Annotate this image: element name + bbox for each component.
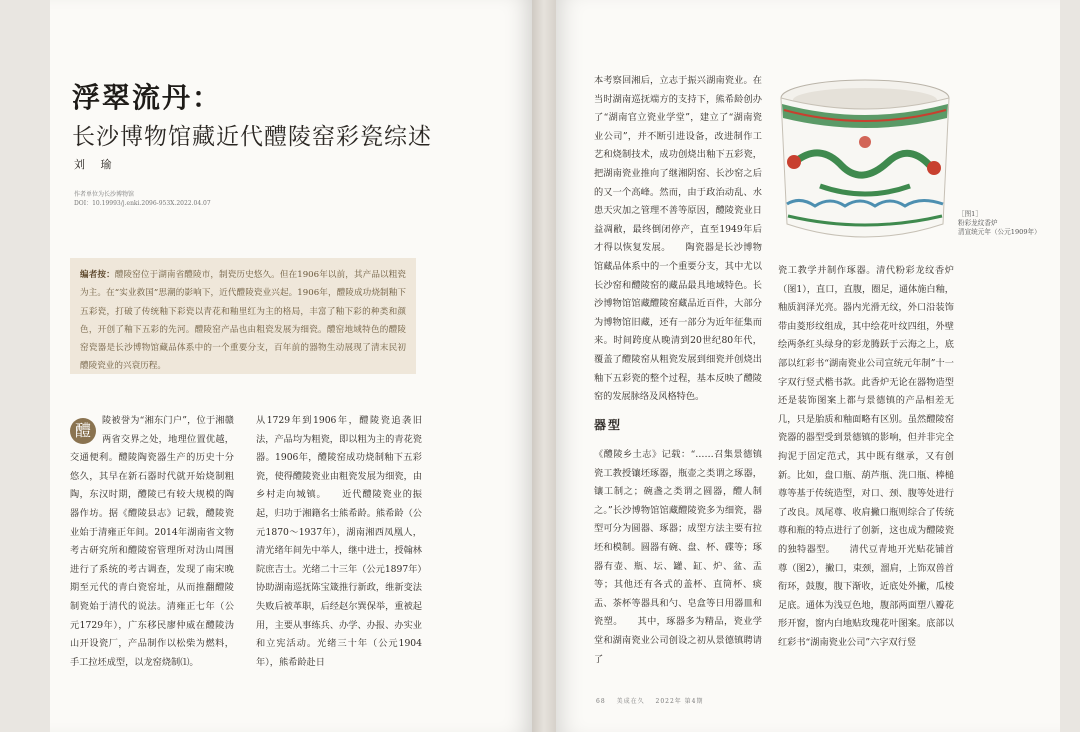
right-column-1b — [594, 446, 762, 669]
left-column-2 — [256, 412, 422, 672]
article-title: 浮翠流丹： — [72, 81, 223, 114]
page-footer — [596, 696, 712, 705]
editor-note-label: 编者按： — [80, 270, 115, 280]
affiliation — [74, 190, 211, 208]
caption-date: 清宣统元年（公元1909年） — [958, 228, 1041, 236]
author-name: 刘 瑜 — [74, 158, 118, 171]
body-paragraph: 瓷工教学并制作琢器。清代粉彩龙纹香炉（图1），直口，直腹，圈足，通体施白釉，釉质润泽光亮。器内光滑无纹，外口沿装饰带由菱形纹组成，其中绘花叶纹四组，外壁绘两条红头绿身的彩龙腾跃于云海之上，底部以红彩书“湖南瓷业公司宣统元年制”十一字双行竖式楷书款。此香炉无论在器物造型还是装饰图案上都与景德镇的产品相差无几，只是胎质和釉面略有区别。虽然醴陵窑瓷器的器型受到景德镇的影响，但并非完全拘泥于固定范式，其中既有继承，又有创新。比如，盘口瓶、葫芦瓶、洗口瓶、棒槌尊等基于传统造型，对口、颈、腹等处进行了改良。凤尾尊、收肩撇口瓶则综合了传统尊和瓶的特点进行了创新，这也成为醴陵瓷的独特器型。 清代豆青地开光贴花铺首尊（图2），撇口，束颈，溜肩，上饰双兽首衔环，鼓腹，腹下渐收，近底处外撇，瓜棱足底。通体为浅豆色地，腹部两面塑八瓣花形开窗，窗内白地贴玫瑰花叶图案。底部以红彩书“湖南瓷业公司”六字双行竖 — [778, 265, 954, 648]
right-column-1 — [594, 72, 762, 407]
right-page — [556, 0, 1060, 732]
editor-note — [70, 258, 416, 374]
article-subtitle: 长沙博物馆藏近代醴陵窑彩瓷综述 — [72, 124, 432, 150]
body-paragraph: 陵被誉为“湘东门户”，位于湘赣两省交界之处，地理位置优越，交通便利。醴陵陶瓷器生产的历史十分悠久，其早在新石器时代就开始烧制粗陶，东汉时期，醴陵已有较大规模的陶器作坊。据《醴陵县志》记载，醴陵瓷业始于清雍正年间。2014年湖南省文物考古研究所和醴陵窑管理所对沩山周围进行了系统的考古调查，发现了南宋晚期至元代的青白瓷窑址，从而推翻醴陵制瓷始于清代的说法。清雍正七年（公元1729年），广东移民廖仲威在醴陵沩山开设瓷厂，产品制作以松柴为燃料，手工拉坯成型，以龙窑烧制⑴。 — [70, 415, 234, 668]
left-column-1 — [70, 412, 234, 672]
doi-line: DOI：10.19993/j.enki.2096-953X.2022.04.07 — [74, 200, 211, 207]
caption-number: ［图1］ — [958, 210, 982, 218]
section-heading: 器型 — [594, 418, 623, 432]
book-gutter — [532, 0, 556, 732]
left-page — [50, 0, 532, 732]
caption-title: 粉彩龙纹香炉 — [958, 219, 998, 227]
dragon-censer-image — [770, 74, 960, 244]
page-number: 68 — [596, 698, 606, 705]
dropcap: 醴 — [70, 418, 96, 444]
body-paragraph: 《醴陵乡土志》记载：“……召集景德镇瓷工教授镶坯琢器，瓶壶之类谓之琢器，镶工制之；碗盏之类谓之圆器，醴人制之。”长沙博物馆馆藏醴陵瓷多为细瓷，器型可分为圆器、琢器；成型方法主要有拉坯和模制。圆器有碗、盘、杯、碟等；琢器有壶、瓶、坛、罐、缸、炉、盆、盂等；其他还有各式的盖杯、直筒杯、痰盂、茶杯等器具和勺、皂盒等日用器皿和瓷塑。 其中，琢器多为精品，瓷业学堂和湖南瓷业公司创设之初从景德镇聘请了 — [594, 449, 762, 665]
body-paragraph: 本考察回湘后，立志于振兴湖南瓷业。在当时湖南巡抚端方的支持下，熊希龄创办了“湖南官立瓷业学堂”，建立了“湖南瓷业公司”，并不断引进设备，改进制作工艺和烧制技术，成功创烧出釉下五彩瓷，把湖南瓷业推向了继湘阴窑、长沙窑之后的又一个高峰。然而，由于政治动乱、水患天灾加之管理不善等原因，醴陵瓷业日益凋敝，最终倒闭停产，直至1949年后才得以恢复发展。 陶瓷器是长沙博物馆藏品体系中的一个重要分支，其中尤以长沙窑和醴陵窑的藏品最具地域特色。长沙博物馆馆藏醴陵窑藏品近百件，大部分为博物馆旧藏，还有一部分为近年征集而来。时间跨度从晚清到20世纪80年代，覆盖了醴陵窑从粗瓷发展到细瓷并创烧出釉下五彩瓷的整个过程，基本反映了醴陵窑的发展脉络及风格特色。 — [594, 75, 762, 403]
body-paragraph: 从1729年到1906年，醴陵瓷追袭旧法，产品均为粗瓷，即以粗为主的青花瓷器。1906年，醴陵窑成功烧制釉下五彩瓷，使得醴陵瓷业由粗瓷发展为细瓷，由乡村走向城镇。 近代醴陵瓷业的振起，归功于湘籍名士熊希龄。熊希龄（公元1870～1937年），湖南湘西凤凰人，清光绪年间先中举人，继中进士，授翰林院庶吉士。光绪二十三年（公元1897年）协助湖南巡抚陈宝箴推行新政，维新变法失败后被革职，后经赵尔巽保举，重被起用，主要从事练兵、办学、办报、办实业和立宪活动。光绪三十年（公元1904年），熊希龄赴日 — [256, 415, 422, 668]
right-column-2 — [778, 262, 954, 652]
affiliation-line: 作者单位为长沙博物馆 — [74, 191, 135, 198]
figure-caption — [958, 210, 1041, 237]
issue-label: 2022年 第4期 — [655, 698, 704, 705]
journal-name: 美成在久 — [616, 698, 645, 705]
editor-note-text: 醴陵窑位于湖南省醴陵市，制瓷历史悠久。但在1906年以前，其产品以粗瓷为主。在“实业救国”思潮的影响下，近代醴陵瓷业兴起。1906年，醴陵成功烧制釉下五彩瓷，打破了传统釉下彩瓷以青花和釉里红为主的格局，丰富了釉下彩的种类和颜色，开创了釉下五彩的先河。醴陵窑产品也由粗瓷发展为细瓷。醴窑地域特色的醴陵窑瓷器是长沙博物馆藏品体系中的一个重要分支，百年前的器物生动展现了清末民初醴陵瓷业的兴衰历程。 — [80, 270, 406, 372]
